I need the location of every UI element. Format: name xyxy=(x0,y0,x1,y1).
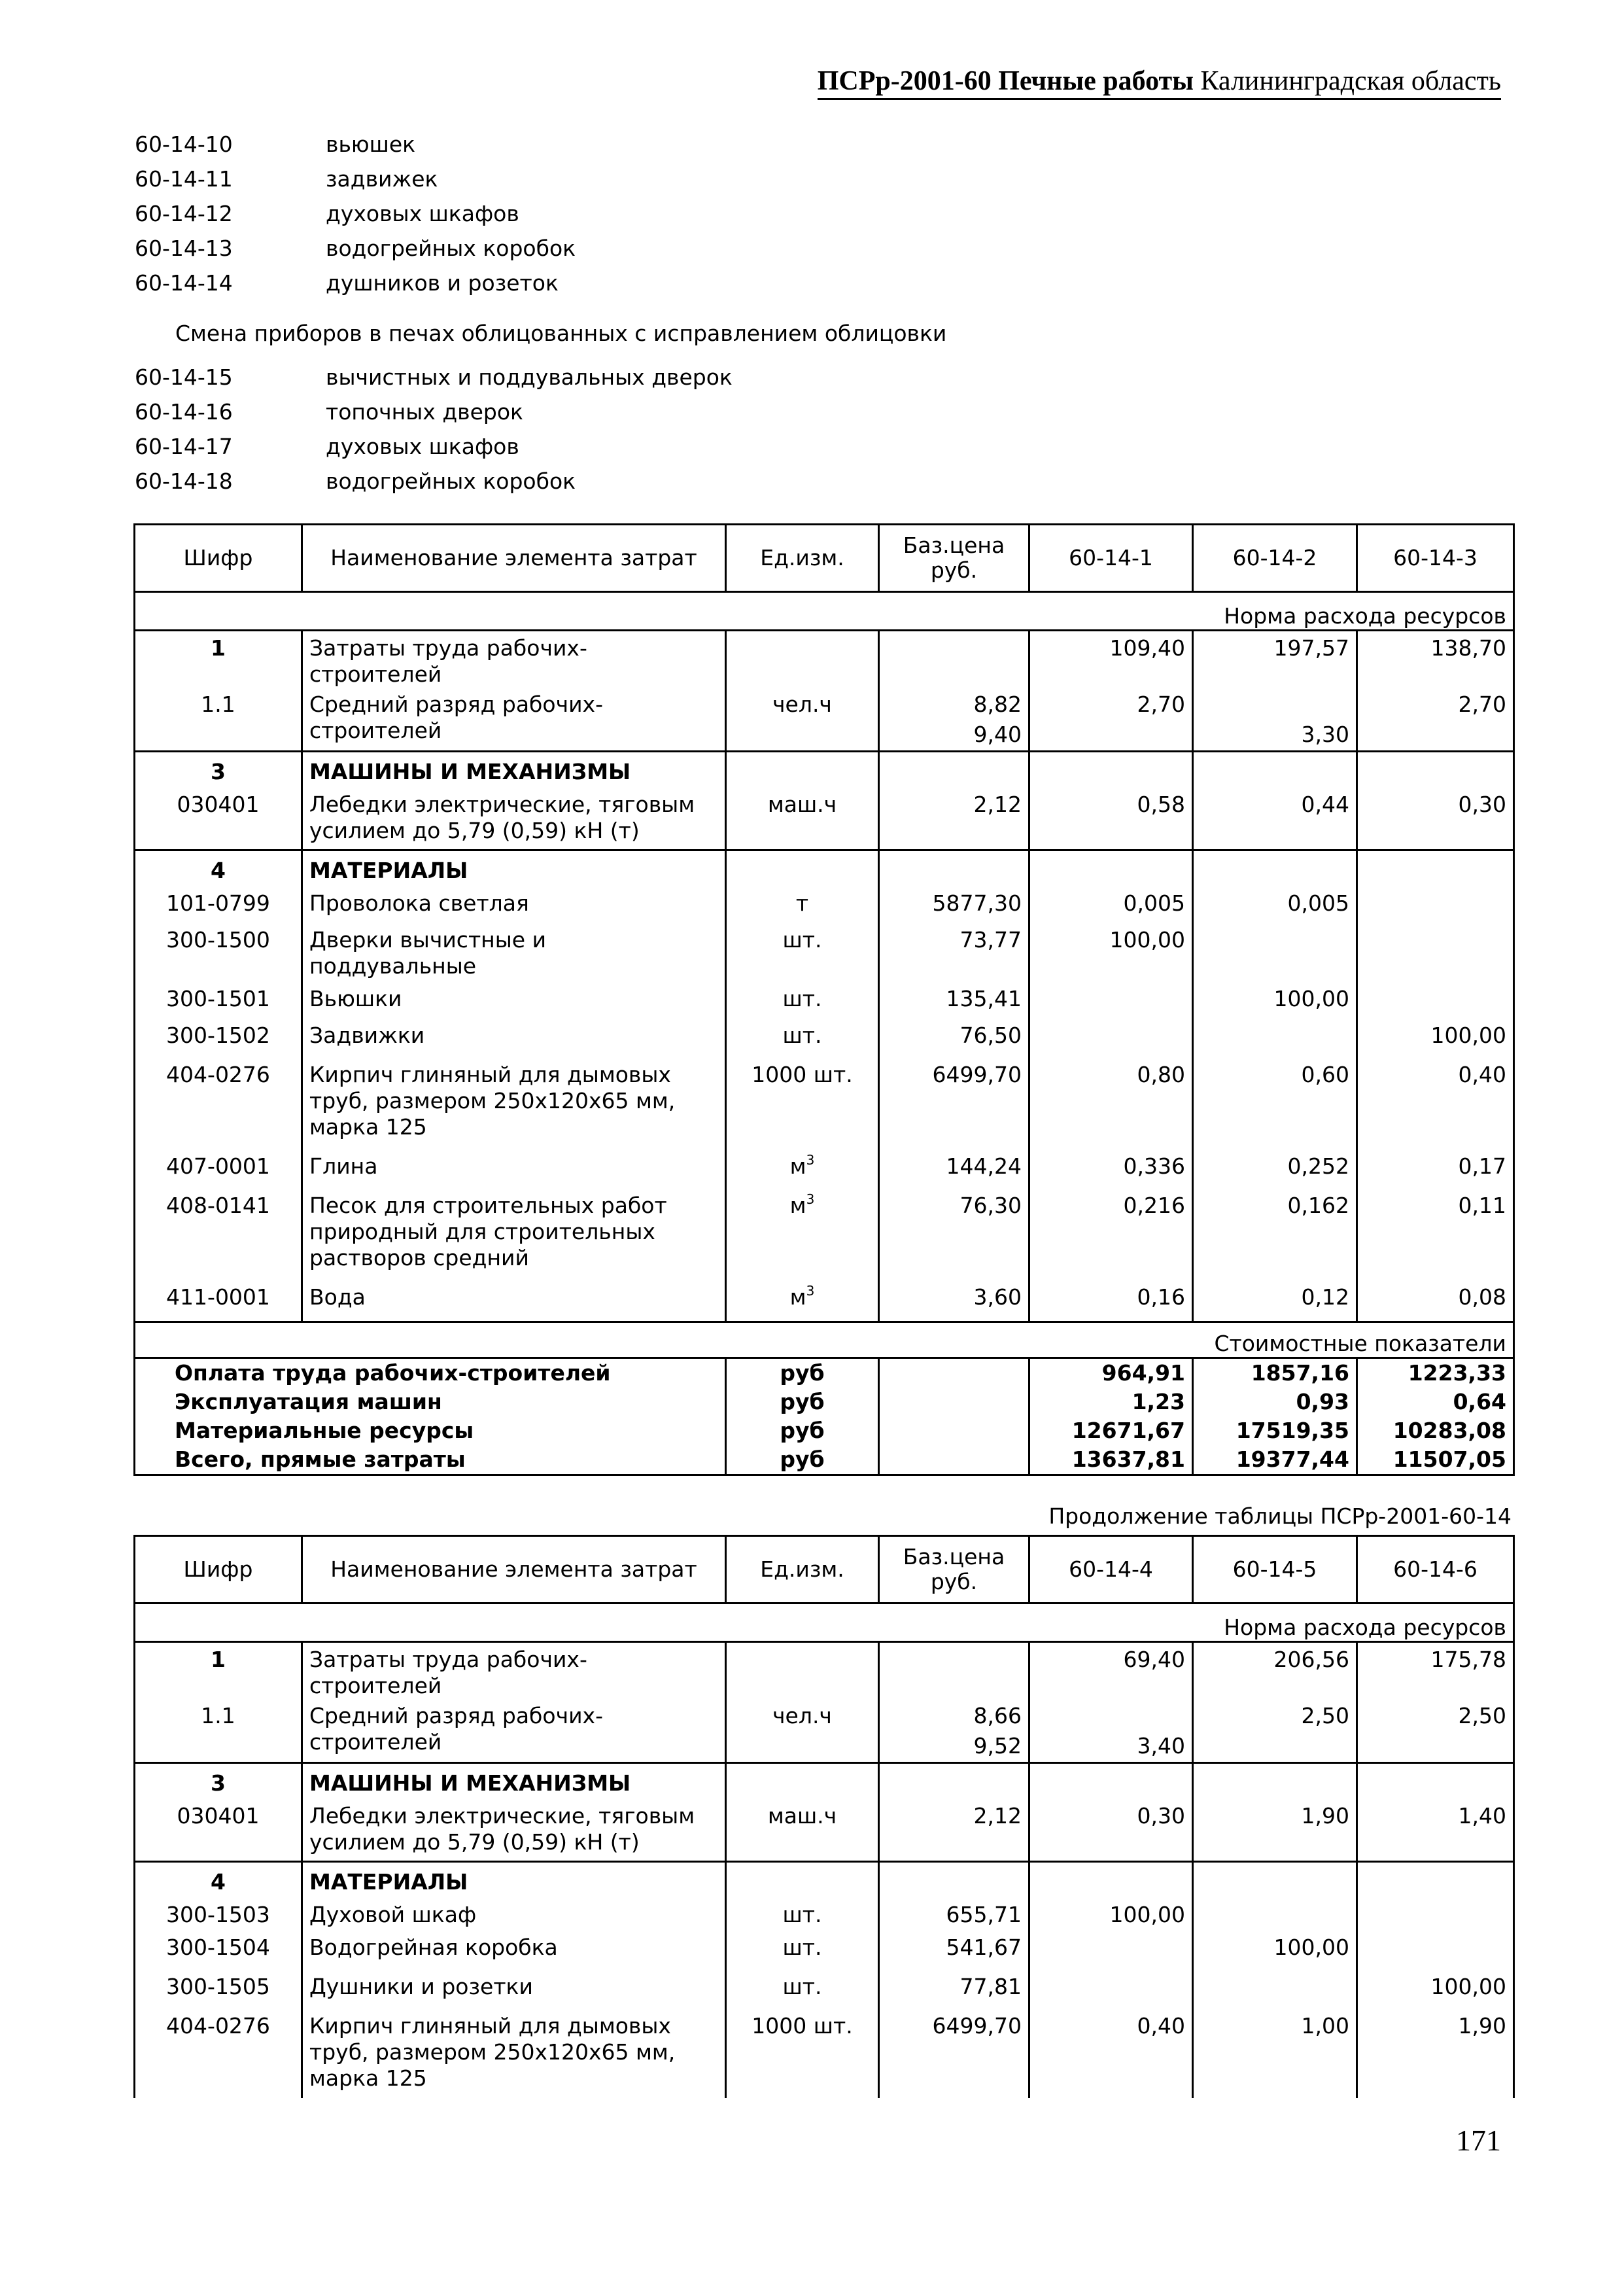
price-b: 9,52 xyxy=(973,1733,1022,1759)
row-value: 0,252 xyxy=(1193,1153,1357,1193)
cost-value: 0,64 xyxy=(1357,1388,1514,1416)
row-value xyxy=(1029,1023,1193,1062)
row-code: 1 xyxy=(135,631,302,688)
page-number: 171 xyxy=(1456,2124,1501,2157)
row-code: 300-1505 xyxy=(135,1974,302,2013)
table-row xyxy=(135,923,1514,986)
row-value: 0,005 xyxy=(1029,884,1193,923)
row-code: 300-1500 xyxy=(135,923,302,986)
table-row xyxy=(135,1895,1514,1935)
table-row xyxy=(135,1642,1514,1700)
row-name: МАТЕРИАЛЫ xyxy=(302,1862,726,1896)
table-row xyxy=(135,1153,1514,1193)
item-name: вычистных и поддувальных дверок xyxy=(326,364,733,390)
cost-row xyxy=(135,1388,1514,1416)
item-name: душников и розеток xyxy=(326,270,559,296)
row-price: 541,67 xyxy=(879,1935,1029,1974)
row-value: 0,12 xyxy=(1193,1284,1357,1322)
cost-value: 1857,16 xyxy=(1193,1358,1357,1388)
row-value: 0,08 xyxy=(1357,1284,1514,1322)
unit-text: м xyxy=(789,1153,806,1179)
row-price: 5877,30 xyxy=(879,884,1029,923)
continuation-label: Продолжение таблицы ПСРр-2001-60-14 xyxy=(1048,1503,1512,1529)
cost-value: 11507,05 xyxy=(1357,1445,1514,1475)
row-value: 1,00 xyxy=(1193,2013,1357,2098)
row-value: 0,11 xyxy=(1357,1193,1514,1284)
row-price: 6499,70 xyxy=(879,1062,1029,1153)
row-name: Глина xyxy=(302,1153,726,1193)
norm-label: Норма расхода ресурсов xyxy=(135,592,1514,631)
item-code: 60-14-16 xyxy=(135,399,233,425)
price-a: 8,82 xyxy=(973,692,1022,717)
row-value: 0,40 xyxy=(1357,1062,1514,1153)
row-price: 655,71 xyxy=(879,1895,1029,1935)
row-value: 0,005 xyxy=(1193,884,1357,923)
row-value: 206,56 xyxy=(1193,1642,1357,1700)
row-code: 1 xyxy=(135,1642,302,1700)
unit-text: м xyxy=(789,1284,806,1310)
cost-unit: руб xyxy=(726,1358,879,1388)
table-row xyxy=(135,1796,1514,1862)
row-code: 300-1501 xyxy=(135,986,302,1023)
cost-unit: руб xyxy=(726,1416,879,1445)
row-value xyxy=(1029,1974,1193,2013)
row-price: 144,24 xyxy=(879,1153,1029,1193)
row-name: Средний разряд рабочих-строителей xyxy=(302,1699,726,1763)
row-value: 1,90 xyxy=(1357,2013,1514,2098)
table-row xyxy=(135,1699,1514,1763)
row-price: 135,41 xyxy=(879,986,1029,1023)
col-60-14-4: 60-14-4 xyxy=(1029,1536,1193,1603)
row-unit: 1000 шт. xyxy=(726,2013,879,2098)
item-name: вьюшек xyxy=(326,131,416,157)
row-unit: шт. xyxy=(726,923,879,986)
row-unit xyxy=(726,1284,879,1322)
row-value xyxy=(1193,1895,1357,1935)
col-price: Баз.цена руб. xyxy=(879,1536,1029,1603)
cost-unit: руб xyxy=(726,1388,879,1416)
row-code: 300-1503 xyxy=(135,1895,302,1935)
col-name: Наименование элемента затрат xyxy=(302,1536,726,1603)
cost-value: 17519,35 xyxy=(1193,1416,1357,1445)
table-row xyxy=(135,1023,1514,1062)
row-value xyxy=(1357,884,1514,923)
row-unit: шт. xyxy=(726,1895,879,1935)
cost-value: 964,91 xyxy=(1029,1358,1193,1388)
table-row xyxy=(135,884,1514,923)
col-code: Шифр xyxy=(135,525,302,592)
table-row xyxy=(135,1193,1514,1284)
cost-value: 10283,08 xyxy=(1357,1416,1514,1445)
row-code: 300-1502 xyxy=(135,1023,302,1062)
table-header xyxy=(135,525,1514,592)
item-code: 60-14-10 xyxy=(135,131,233,157)
row-value: 2,70 xyxy=(1029,688,1193,752)
cost-name: Оплата труда рабочих-строителей xyxy=(135,1358,726,1388)
row-price: 77,81 xyxy=(879,1974,1029,2013)
table-row xyxy=(135,850,1514,885)
row-price xyxy=(879,688,1029,752)
item-code: 60-14-13 xyxy=(135,236,233,261)
table-row xyxy=(135,688,1514,752)
row-name: Проволока светлая xyxy=(302,884,726,923)
row-value: 0,30 xyxy=(1029,1796,1193,1862)
row-name: Кирпич глиняный для дымовых труб, размером 250х120х65 мм, марка 125 xyxy=(302,2013,726,2098)
cost-unit: руб xyxy=(726,1445,879,1475)
table-row xyxy=(135,986,1514,1023)
row-code: 030401 xyxy=(135,785,302,850)
row-value xyxy=(1357,986,1514,1023)
row-value: 2,70 xyxy=(1357,688,1514,752)
item-name: задвижек xyxy=(326,166,438,192)
row-code: 300-1504 xyxy=(135,1935,302,1974)
row-price: 73,77 xyxy=(879,923,1029,986)
row-value: 175,78 xyxy=(1357,1642,1514,1700)
row-name: Затраты труда рабочих-строителей xyxy=(302,631,726,688)
item-code: 60-14-12 xyxy=(135,201,233,226)
price-b: 9,40 xyxy=(973,722,1022,747)
row-value: 0,44 xyxy=(1193,785,1357,850)
document-code: ПСРр-2001-60 Печные работы xyxy=(817,66,1194,96)
row-code: 4 xyxy=(135,850,302,885)
row-unit: шт. xyxy=(726,986,879,1023)
col-price: Баз.цена руб. xyxy=(879,525,1029,592)
row-value: 1,40 xyxy=(1357,1796,1514,1862)
row-name: Песок для строительных работ природный для строительных растворов средний xyxy=(302,1193,726,1284)
row-value: 3,40 xyxy=(1029,1699,1193,1763)
section-note: Смена приборов в печах облицованных с исправлением облицовки xyxy=(175,321,947,346)
table-header xyxy=(135,1536,1514,1603)
row-name: Лебедки электрические, тяговым усилием до 5,79 (0,59) кН (т) xyxy=(302,1796,726,1862)
row-unit xyxy=(726,1153,879,1193)
row-value: 197,57 xyxy=(1193,631,1357,688)
item-code: 60-14-11 xyxy=(135,166,233,192)
norm-label-row xyxy=(135,592,1514,631)
resource-table-2 xyxy=(133,1535,1515,2098)
row-price xyxy=(879,1699,1029,1763)
table-row xyxy=(135,631,1514,688)
item-name: водогрейных коробок xyxy=(326,468,576,494)
row-unit: шт. xyxy=(726,1023,879,1062)
item-code: 60-14-17 xyxy=(135,434,233,459)
col-name: Наименование элемента затрат xyxy=(302,525,726,592)
row-code: 404-0276 xyxy=(135,2013,302,2098)
row-value: 0,40 xyxy=(1029,2013,1193,2098)
item-name: духовых шкафов xyxy=(326,201,519,226)
col-unit: Ед.изм. xyxy=(726,1536,879,1603)
row-value: 100,00 xyxy=(1193,1935,1357,1974)
table-row xyxy=(135,2013,1514,2098)
row-code: 101-0799 xyxy=(135,884,302,923)
row-value xyxy=(1029,986,1193,1023)
row-price: 2,12 xyxy=(879,1796,1029,1862)
row-value: 0,336 xyxy=(1029,1153,1193,1193)
row-price: 76,30 xyxy=(879,1193,1029,1284)
row-value: 2,50 xyxy=(1357,1699,1514,1763)
row-value: 0,162 xyxy=(1193,1193,1357,1284)
table-row xyxy=(135,785,1514,850)
table-row xyxy=(135,1284,1514,1322)
row-value: 0,60 xyxy=(1193,1062,1357,1153)
row-unit: чел.ч xyxy=(726,1699,879,1763)
cost-row xyxy=(135,1416,1514,1445)
row-value: 0,80 xyxy=(1029,1062,1193,1153)
row-value: 3,30 xyxy=(1193,688,1357,752)
row-price: 2,12 xyxy=(879,785,1029,850)
row-code: 030401 xyxy=(135,1796,302,1862)
row-unit xyxy=(726,1193,879,1284)
cost-value: 0,93 xyxy=(1193,1388,1357,1416)
row-code: 408-0141 xyxy=(135,1193,302,1284)
row-name: МАТЕРИАЛЫ xyxy=(302,850,726,885)
row-value: 100,00 xyxy=(1029,1895,1193,1935)
row-code: 1.1 xyxy=(135,688,302,752)
row-unit: т xyxy=(726,884,879,923)
row-value: 0,58 xyxy=(1029,785,1193,850)
item-code: 60-14-18 xyxy=(135,468,233,494)
row-unit: 1000 шт. xyxy=(726,1062,879,1153)
row-name: Лебедки электрические, тяговым усилием до 5,79 (0,59) кН (т) xyxy=(302,785,726,850)
row-value: 100,00 xyxy=(1193,986,1357,1023)
row-code: 1.1 xyxy=(135,1699,302,1763)
row-value: 100,00 xyxy=(1357,1023,1514,1062)
cost-label-row xyxy=(135,1322,1514,1358)
row-value xyxy=(1193,923,1357,986)
row-value: 100,00 xyxy=(1029,923,1193,986)
row-name: Духовой шкаф xyxy=(302,1895,726,1935)
row-value xyxy=(1357,923,1514,986)
row-code: 404-0276 xyxy=(135,1062,302,1153)
unit-sup: 3 xyxy=(806,1283,815,1299)
row-code: 411-0001 xyxy=(135,1284,302,1322)
norm-label: Норма расхода ресурсов xyxy=(135,1603,1514,1642)
row-code: 3 xyxy=(135,1763,302,1797)
item-name: водогрейных коробок xyxy=(326,236,576,261)
col-60-14-3: 60-14-3 xyxy=(1357,525,1514,592)
row-value xyxy=(1193,1974,1357,2013)
unit-sup: 3 xyxy=(806,1152,815,1168)
resource-table-1 xyxy=(133,523,1515,1476)
row-value: 1,90 xyxy=(1193,1796,1357,1862)
cost-row xyxy=(135,1445,1514,1475)
row-name: Задвижки xyxy=(302,1023,726,1062)
row-name: Средний разряд рабочих-строителей xyxy=(302,688,726,752)
table-row xyxy=(135,752,1514,786)
col-60-14-6: 60-14-6 xyxy=(1357,1536,1514,1603)
item-code: 60-14-15 xyxy=(135,364,233,390)
row-value xyxy=(1357,1895,1514,1935)
table-row xyxy=(135,1763,1514,1797)
row-name: МАШИНЫ И МЕХАНИЗМЫ xyxy=(302,1763,726,1797)
row-value: 69,40 xyxy=(1029,1642,1193,1700)
unit-text: м xyxy=(789,1193,806,1218)
row-value: 109,40 xyxy=(1029,631,1193,688)
col-code: Шифр xyxy=(135,1536,302,1603)
cost-row xyxy=(135,1358,1514,1388)
row-value: 138,70 xyxy=(1357,631,1514,688)
document-header xyxy=(818,65,1501,100)
row-price: 76,50 xyxy=(879,1023,1029,1062)
row-name: Вьюшки xyxy=(302,986,726,1023)
col-60-14-1: 60-14-1 xyxy=(1029,525,1193,592)
cost-value: 1,23 xyxy=(1029,1388,1193,1416)
cost-name: Всего, прямые затраты xyxy=(135,1445,726,1475)
row-unit: шт. xyxy=(726,1974,879,2013)
cost-value: 13637,81 xyxy=(1029,1445,1193,1475)
row-name: МАШИНЫ И МЕХАНИЗМЫ xyxy=(302,752,726,786)
cost-value: 12671,67 xyxy=(1029,1416,1193,1445)
row-unit: маш.ч xyxy=(726,785,879,850)
row-unit: маш.ч xyxy=(726,1796,879,1862)
row-price: 3,60 xyxy=(879,1284,1029,1322)
document-region: Калининградская область xyxy=(1200,66,1501,96)
row-name: Душники и розетки xyxy=(302,1974,726,2013)
row-value: 0,216 xyxy=(1029,1193,1193,1284)
row-unit: чел.ч xyxy=(726,688,879,752)
row-value: 2,50 xyxy=(1193,1699,1357,1763)
row-price: 6499,70 xyxy=(879,2013,1029,2098)
row-value: 0,17 xyxy=(1357,1153,1514,1193)
row-name: Кирпич глиняный для дымовых труб, размером 250х120х65 мм, марка 125 xyxy=(302,1062,726,1153)
row-value: 100,00 xyxy=(1357,1974,1514,2013)
cost-name: Эксплуатация машин xyxy=(135,1388,726,1416)
item-code: 60-14-14 xyxy=(135,270,233,296)
item-name: духовых шкафов xyxy=(326,434,519,459)
row-code: 4 xyxy=(135,1862,302,1896)
table-row xyxy=(135,1062,1514,1153)
row-name: Вода xyxy=(302,1284,726,1322)
norm-label-row xyxy=(135,1603,1514,1642)
table-row xyxy=(135,1935,1514,1974)
row-name: Дверки вычистные и поддувальные xyxy=(302,923,726,986)
col-60-14-5: 60-14-5 xyxy=(1193,1536,1357,1603)
unit-sup: 3 xyxy=(806,1191,815,1207)
row-value: 0,30 xyxy=(1357,785,1514,850)
row-value xyxy=(1357,1935,1514,1974)
table-row xyxy=(135,1862,1514,1896)
cost-value: 1223,33 xyxy=(1357,1358,1514,1388)
row-unit: шт. xyxy=(726,1935,879,1974)
cost-label: Стоимостные показатели xyxy=(135,1322,1514,1358)
row-code: 3 xyxy=(135,752,302,786)
col-unit: Ед.изм. xyxy=(726,525,879,592)
row-value xyxy=(1193,1023,1357,1062)
item-name: топочных дверок xyxy=(326,399,523,425)
row-value xyxy=(1029,1935,1193,1974)
row-name: Водогрейная коробка xyxy=(302,1935,726,1974)
row-code: 407-0001 xyxy=(135,1153,302,1193)
row-name: Затраты труда рабочих-строителей xyxy=(302,1642,726,1700)
cost-value: 19377,44 xyxy=(1193,1445,1357,1475)
row-value: 0,16 xyxy=(1029,1284,1193,1322)
price-a: 8,66 xyxy=(973,1703,1022,1728)
cost-name: Материальные ресурсы xyxy=(135,1416,726,1445)
col-60-14-2: 60-14-2 xyxy=(1193,525,1357,592)
table-row xyxy=(135,1974,1514,2013)
